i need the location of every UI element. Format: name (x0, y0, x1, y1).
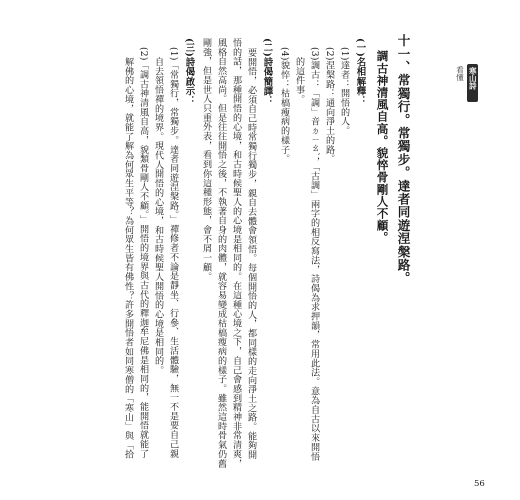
section-three-line-2: 自去領悟禪的境界。現代人開悟的心境，和古時候聖人開悟的心境是相同的。 (153, 57, 164, 375)
page-number: 56 (474, 479, 485, 489)
side-tab-label: 看懂 (455, 66, 465, 81)
section-two-line-1: 要開悟，必須自己時常獨行獨步，親自去體會領悟。每個開悟的人，都同樣的走向淨土之路。能夠開 (246, 48, 257, 460)
section-one-line-4: 的這件事。 (294, 57, 305, 104)
section-one-heading: (一)名相解釋： (354, 38, 366, 106)
section-one-line-5: (4)貌悴：枯槁瘦病的樣子。 (279, 47, 290, 164)
section-two-heading: (二)詩偈簡譯： (261, 38, 273, 106)
section-one-line-3: (3)調古：「調」音ㄉㄧㄠˋ，「古調」兩字的相反寫法，詩偈為求押韻，常用此法。意為自古以來開悟 (309, 47, 320, 462)
chapter-title: 十一、常獨行。常獨步。達者同遊涅槃路。 (395, 34, 411, 285)
section-two-line-2: 悟的話，那種開悟的心境，和古時候聖人的心境是相同的。在這種心境之下，自己會感到精神非常清爽， (231, 38, 242, 469)
section-three-heading: (三)詩偈啟示： (183, 38, 195, 106)
section-three-line-1: (1)「常獨行，常獨步。達者同遊涅槃路。」禪修者不論是靜坐、行參、生活體驗，無一不是要自己親 (168, 47, 179, 459)
section-one-line-2: (2)涅槃路：通向淨土的路。 (324, 47, 335, 164)
section-three-line-4: 解佛的心境，就能了解為何眾生平等？為何眾生皆有佛性？許多開悟者如同寒僧的「寒山」與「拾 (123, 57, 134, 460)
section-two-line-3: 風格自然高尚。但是往往開悟之後，不執著自身的肉體，就容易變成枯槁瘦病的樣子。雖然這時骨氣仍舊 (216, 38, 227, 469)
section-one-line-1: (1)達者：開悟的人。 (339, 47, 350, 136)
poem-line: 調古神清風自高。貌悴骨剛人不顧。 (375, 50, 390, 244)
section-two-line-4: 剛強，但是世人只重外表，看到你這種形態，會不屑一顧。 (201, 38, 212, 282)
side-tab (452, 62, 482, 104)
side-tab-badge-text: 寒山詩 (468, 67, 478, 90)
section-three-line-3: (2)「調古神清風自高，貌類骨剛人不顧。」開悟的境界與古代的釋迦牟尼佛是相同的，能開悟就能了 (138, 47, 149, 459)
